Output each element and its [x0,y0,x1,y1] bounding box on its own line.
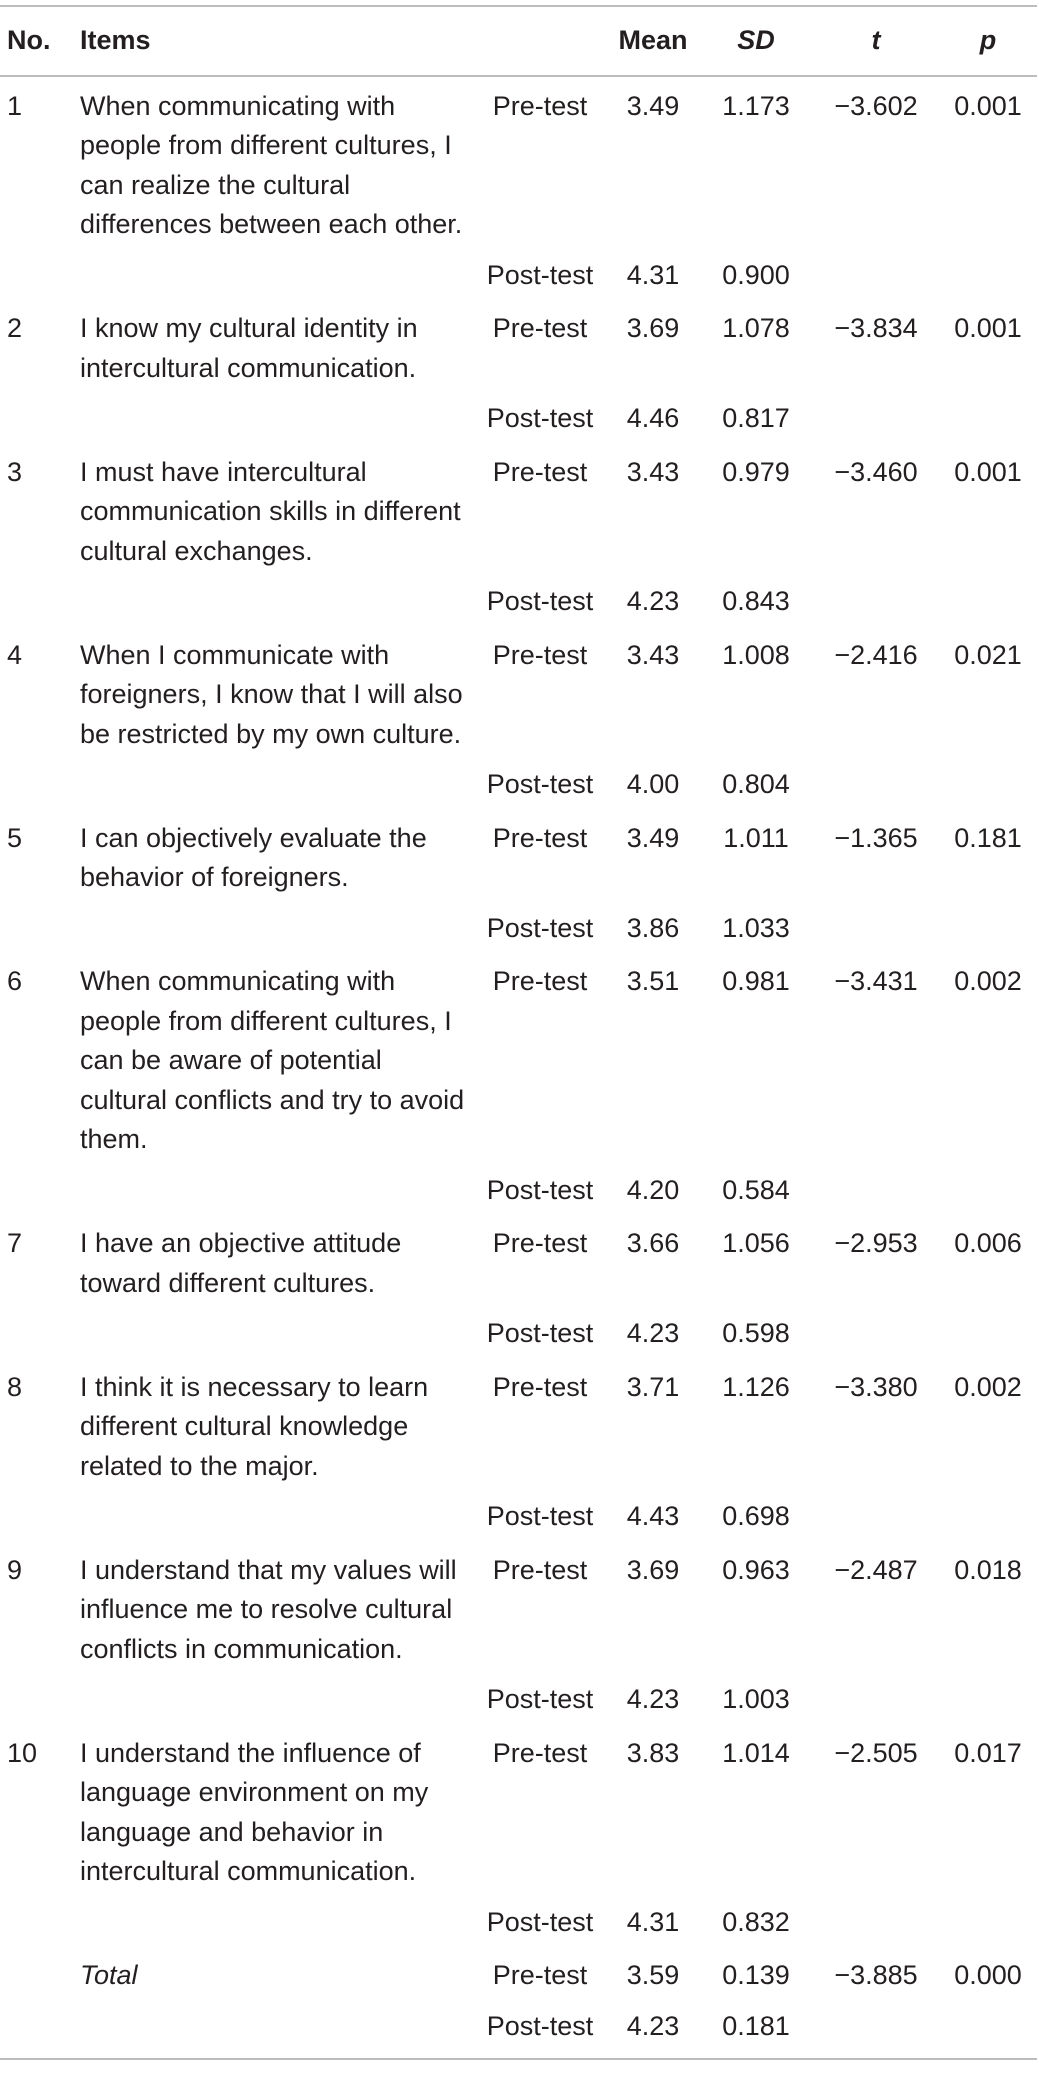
phase-label: Pre-test [492,456,588,487]
item-number: 10 [7,1737,38,1768]
phase-label: Pre-test [492,822,588,853]
phase-label: Pre-test [492,966,588,996]
mean-value: 3.69 [626,1554,680,1585]
item-text [80,1541,473,1677]
item-text [80,952,473,1167]
phase-label: Post-test [486,1684,594,1714]
header-p: p [979,25,997,55]
table-row-pre [0,809,1037,905]
header-t: t [871,25,881,55]
table-row-post [0,578,1037,626]
phase-label: Pre-test [492,1371,588,1402]
table-row-post [0,1167,1037,1215]
mean-value: 4.00 [626,769,680,799]
p-value: 0.001 [954,456,1022,487]
table-body [0,76,1037,2060]
phase-label: Post-test [486,586,594,616]
table-row-post [0,395,1037,443]
phase-label: Post-test [486,912,594,943]
mean-value: 4.43 [626,1501,680,1531]
table-row-pre [0,952,1037,1167]
table-row-pre [0,299,1037,395]
mean-value: 4.46 [626,403,680,433]
item-number: 5 [7,822,23,853]
phase-label: Post-test [486,259,594,290]
item-number: 6 [7,966,23,996]
item-label: When communicating with people from different cultures, I can realize the cultural differences between each other. [80,90,463,239]
phase-label: Post-test [486,1501,594,1531]
phase-label: Post-test [486,1906,594,1937]
mean-value: 4.23 [626,1318,680,1348]
header-row [0,6,1037,76]
p-value: 0.018 [954,1554,1022,1585]
sd-value: 0.804 [722,769,790,799]
sd-value: 0.598 [722,1318,790,1348]
t-value: −3.431 [834,966,918,996]
item-text [80,299,473,395]
item-text [80,626,473,762]
mean-value: 3.71 [626,1371,680,1402]
t-value: −3.885 [834,1960,918,1990]
phase-label: Post-test [486,1174,594,1205]
phase-label: Post-test [486,2010,594,2041]
item-label: When communicating with people from different cultures, I can be aware of potential cultural conflicts and try to avoid them. [80,966,465,1154]
mean-value: 3.69 [626,313,680,343]
item-number: 7 [7,1228,23,1258]
mean-value: 3.43 [626,456,680,487]
p-value: 0.017 [954,1737,1022,1768]
sd-value: 0.181 [722,2010,790,2041]
p-value: 0.181 [954,822,1022,853]
mean-value: 3.86 [626,912,680,943]
sd-value: 1.126 [722,1371,790,1402]
item-number [0,1946,80,2003]
p-value: 0.002 [954,966,1022,996]
mean-value: 3.66 [626,1228,680,1258]
mean-value: 4.31 [626,1906,680,1937]
p-value: 0.002 [954,1371,1022,1402]
table-row-post [0,1676,1037,1724]
phase-label: Pre-test [492,1737,588,1768]
mean-value: 3.43 [626,639,680,670]
p-value: 0.001 [954,90,1022,121]
item-label: I have an objective attitude toward different cultures. [80,1228,402,1298]
table-row-post [0,905,1037,953]
phase-label: Post-test [486,769,594,799]
sd-value: 0.817 [722,403,790,433]
phase-label: Pre-test [492,1960,588,1990]
sd-value: 1.014 [722,1737,790,1768]
phase-label: Pre-test [492,313,588,343]
table-row-pre [0,1358,1037,1494]
item-label: When I communicate with foreigners, I know that I will also be restricted by my own culture. [80,639,463,749]
mean-value: 4.23 [626,1684,680,1714]
t-value: −3.460 [834,456,918,487]
mean-value: 3.49 [626,822,680,853]
sd-value: 1.008 [722,639,790,670]
item-text [80,1358,473,1494]
item-label: I know my cultural identity in intercultural communication. [80,313,418,383]
item-text [80,809,473,905]
table-row-post [0,761,1037,809]
item-number: 1 [7,90,23,121]
sd-value: 1.003 [722,1684,790,1714]
phase-label: Pre-test [492,1228,588,1258]
t-value: −3.380 [834,1371,918,1402]
t-value: −2.416 [834,639,918,670]
header-items: Items [80,25,151,55]
table-row-pre [0,1541,1037,1677]
phase-label: Pre-test [492,90,588,121]
t-value: −2.505 [834,1737,918,1768]
table-row-post [0,1899,1037,1947]
table-row-pre [0,1724,1037,1899]
mean-value: 3.83 [626,1737,680,1768]
sd-value: 0.843 [722,586,790,616]
item-label: I must have intercultural communication skills in different cultural exchanges. [80,456,461,566]
header-sd: SD [737,25,775,55]
mean-value: 3.59 [626,1960,680,1990]
phase-label: Post-test [486,1318,594,1348]
total-label: Total [80,1960,138,1990]
header-mean: Mean [618,25,688,55]
t-value: −2.487 [834,1554,918,1585]
item-label: I understand that my values will influence me to resolve cultural conflicts in communication. [80,1554,457,1664]
phase-label: Pre-test [492,1554,588,1585]
table-row-total-pre [0,1946,1037,2003]
sd-value: 0.979 [722,456,790,487]
p-value: 0.021 [954,639,1022,670]
header-no: No. [7,25,51,55]
item-number: 3 [7,456,23,487]
item-text [80,1724,473,1899]
mean-value: 4.23 [626,586,680,616]
item-number: 8 [7,1371,23,1402]
sd-value: 1.173 [722,90,790,121]
p-value: 0.006 [954,1228,1022,1258]
item-number: 9 [7,1554,23,1585]
item-number: 4 [7,639,23,670]
t-value: −1.365 [834,822,918,853]
item-text [80,443,473,579]
mean-value: 4.20 [626,1174,680,1205]
sd-value: 1.011 [723,822,789,853]
sd-value: 0.963 [722,1554,790,1585]
sd-value: 1.056 [722,1228,790,1258]
table-row-pre [0,1214,1037,1310]
phase-label: Post-test [486,403,594,433]
table-row-post [0,252,1037,300]
sd-value: 0.981 [722,966,790,996]
table-row-post [0,1310,1037,1358]
t-value: −3.834 [834,313,918,343]
item-label: I understand the influence of language environment on my language and behavior in intercultural communication. [80,1737,429,1886]
sd-value: 0.832 [722,1906,790,1937]
results-table [0,5,1037,2060]
item-text [80,76,473,252]
p-value: 0.001 [954,313,1022,343]
header-phase [473,6,607,76]
table-row-pre [0,626,1037,762]
t-value: −3.602 [834,90,918,121]
table-row-pre [0,76,1037,252]
mean-value: 4.23 [626,2010,680,2041]
sd-value: 0.698 [722,1501,790,1531]
table-row-pre [0,443,1037,579]
sd-value: 0.900 [722,259,790,290]
mean-value: 3.49 [626,90,680,121]
sd-value: 0.139 [722,1960,790,1990]
sd-value: 1.078 [722,313,790,343]
item-label: I think it is necessary to learn different cultural knowledge related to the major. [80,1371,429,1481]
t-value: −2.953 [834,1228,918,1258]
item-label: I can objectively evaluate the behavior of foreigners. [80,822,427,892]
p-value: 0.000 [954,1960,1022,1990]
table-row-total-post [0,2003,1037,2060]
item-number: 2 [7,313,23,343]
item-text [80,1214,473,1310]
table-row-post [0,1493,1037,1541]
mean-value: 3.51 [626,966,680,996]
mean-value: 4.31 [626,259,680,290]
sd-value: 0.584 [722,1174,790,1205]
sd-value: 1.033 [722,912,790,943]
phase-label: Pre-test [492,639,588,670]
